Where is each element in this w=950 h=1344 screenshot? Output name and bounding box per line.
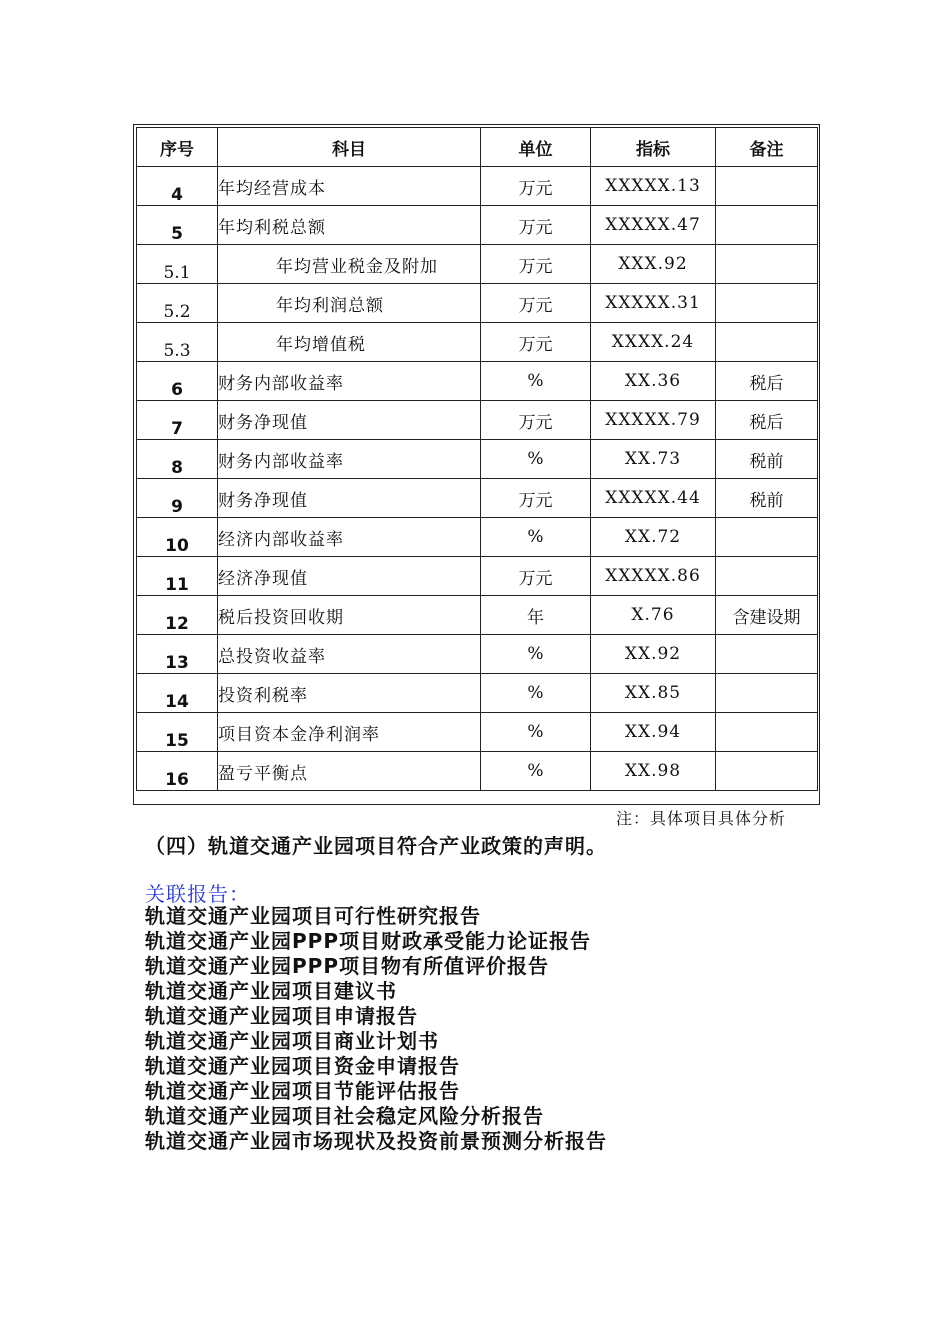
- row-item: 项目资本金净利润率: [218, 713, 481, 752]
- related-reports-list: [145, 904, 607, 1154]
- row-value: XX.72: [591, 518, 716, 557]
- row-value: XXX.92: [591, 245, 716, 284]
- row-unit: 万元: [481, 206, 591, 245]
- header-item: 科目: [218, 128, 481, 167]
- table-row: [137, 323, 818, 362]
- table-row: [137, 167, 818, 206]
- table-row: [137, 596, 818, 635]
- row-note: [716, 167, 818, 206]
- row-number: 7: [137, 401, 218, 440]
- row-note: [716, 674, 818, 713]
- table-row: [137, 401, 818, 440]
- row-item: 财务内部收益率: [218, 440, 481, 479]
- row-number: 12: [137, 596, 218, 635]
- table-row: [137, 674, 818, 713]
- row-number: 11: [137, 557, 218, 596]
- related-report-item: 轨道交通产业园项目可行性研究报告: [145, 904, 481, 928]
- row-unit: 万元: [481, 557, 591, 596]
- row-value: XXXXX.86: [591, 557, 716, 596]
- row-item: 年均增值税: [218, 323, 481, 362]
- header-note: 备注: [716, 128, 818, 167]
- row-note: [716, 206, 818, 245]
- policy-statement-heading: （四）轨道交通产业园项目符合产业政策的声明。: [145, 834, 607, 858]
- row-unit: %: [481, 674, 591, 713]
- table-row: [137, 440, 818, 479]
- row-number: 5.2: [137, 284, 218, 323]
- row-unit: %: [481, 362, 591, 401]
- table-row: [137, 206, 818, 245]
- row-number: 6: [137, 362, 218, 401]
- row-unit: 万元: [481, 401, 591, 440]
- row-value: XX.36: [591, 362, 716, 401]
- row-note: [716, 518, 818, 557]
- related-report-item: 轨道交通产业园项目社会稳定风险分析报告: [145, 1104, 544, 1128]
- row-value: XX.85: [591, 674, 716, 713]
- row-unit: 万元: [481, 479, 591, 518]
- row-value: XXXXX.79: [591, 401, 716, 440]
- table-footnote: 注：具体项目具体分析: [616, 809, 787, 828]
- table-row: [137, 362, 818, 401]
- row-note: [716, 284, 818, 323]
- row-unit: 万元: [481, 167, 591, 206]
- related-report-item: 轨道交通产业园项目申请报告: [145, 1004, 418, 1028]
- row-note: [716, 323, 818, 362]
- financial-indicators-table-frame: [133, 124, 820, 805]
- row-unit: 万元: [481, 245, 591, 284]
- row-unit: %: [481, 518, 591, 557]
- row-number: 5.1: [137, 245, 218, 284]
- related-report-item: 轨道交通产业园PPP项目物有所值评价报告: [145, 954, 549, 978]
- row-item: 财务净现值: [218, 401, 481, 440]
- table-row: [137, 713, 818, 752]
- row-note: 税后: [716, 362, 818, 401]
- related-report-item: 轨道交通产业园项目商业计划书: [145, 1029, 439, 1053]
- row-item: 经济内部收益率: [218, 518, 481, 557]
- table-header-row: [137, 128, 818, 167]
- row-number: 5.3: [137, 323, 218, 362]
- table-row: [137, 284, 818, 323]
- row-unit: %: [481, 713, 591, 752]
- table-body: [137, 167, 818, 791]
- row-item: 财务内部收益率: [218, 362, 481, 401]
- row-item: 总投资收益率: [218, 635, 481, 674]
- row-value: XX.73: [591, 440, 716, 479]
- header-unit: 单位: [481, 128, 591, 167]
- row-note: 含建设期: [716, 596, 818, 635]
- row-note: 税后: [716, 401, 818, 440]
- table-row: [137, 557, 818, 596]
- row-item: 盈亏平衡点: [218, 752, 481, 791]
- row-note: [716, 557, 818, 596]
- table-row: [137, 752, 818, 791]
- table-row: [137, 635, 818, 674]
- row-item: 经济净现值: [218, 557, 481, 596]
- related-reports-heading: 关联报告：: [145, 882, 250, 906]
- related-report-item: 轨道交通产业园项目建议书: [145, 979, 397, 1003]
- row-item: 投资利税率: [218, 674, 481, 713]
- header-no: 序号: [137, 128, 218, 167]
- row-number: 10: [137, 518, 218, 557]
- financial-indicators-table: [136, 127, 818, 791]
- row-number: 4: [137, 167, 218, 206]
- row-number: 16: [137, 752, 218, 791]
- row-item: 财务净现值: [218, 479, 481, 518]
- row-value: XX.98: [591, 752, 716, 791]
- row-item: 年均经营成本: [218, 167, 481, 206]
- row-value: XXXXX.31: [591, 284, 716, 323]
- row-number: 5: [137, 206, 218, 245]
- row-unit: 年: [481, 596, 591, 635]
- row-item: 年均利润总额: [218, 284, 481, 323]
- row-note: [716, 635, 818, 674]
- header-value: 指标: [591, 128, 716, 167]
- row-number: 13: [137, 635, 218, 674]
- row-value: XXXXX.44: [591, 479, 716, 518]
- row-unit: 万元: [481, 323, 591, 362]
- row-value: XX.92: [591, 635, 716, 674]
- related-report-item: 轨道交通产业园项目资金申请报告: [145, 1054, 460, 1078]
- row-number: 14: [137, 674, 218, 713]
- row-value: X.76: [591, 596, 716, 635]
- related-report-item: 轨道交通产业园项目节能评估报告: [145, 1079, 460, 1103]
- row-number: 8: [137, 440, 218, 479]
- row-unit: %: [481, 440, 591, 479]
- row-unit: %: [481, 752, 591, 791]
- row-item: 税后投资回收期: [218, 596, 481, 635]
- related-report-item: 轨道交通产业园市场现状及投资前景预测分析报告: [145, 1129, 607, 1153]
- row-value: XXXXX.47: [591, 206, 716, 245]
- row-note: 税前: [716, 440, 818, 479]
- table-row: [137, 479, 818, 518]
- row-note: 税前: [716, 479, 818, 518]
- row-number: 15: [137, 713, 218, 752]
- row-note: [716, 713, 818, 752]
- row-value: XXXXX.13: [591, 167, 716, 206]
- row-item: 年均利税总额: [218, 206, 481, 245]
- table-row: [137, 518, 818, 557]
- row-value: XXXX.24: [591, 323, 716, 362]
- row-value: XX.94: [591, 713, 716, 752]
- row-unit: 万元: [481, 284, 591, 323]
- row-unit: %: [481, 635, 591, 674]
- row-note: [716, 752, 818, 791]
- row-item: 年均营业税金及附加: [218, 245, 481, 284]
- row-note: [716, 245, 818, 284]
- table-row: [137, 245, 818, 284]
- related-report-item: 轨道交通产业园PPP项目财政承受能力论证报告: [145, 929, 591, 953]
- row-number: 9: [137, 479, 218, 518]
